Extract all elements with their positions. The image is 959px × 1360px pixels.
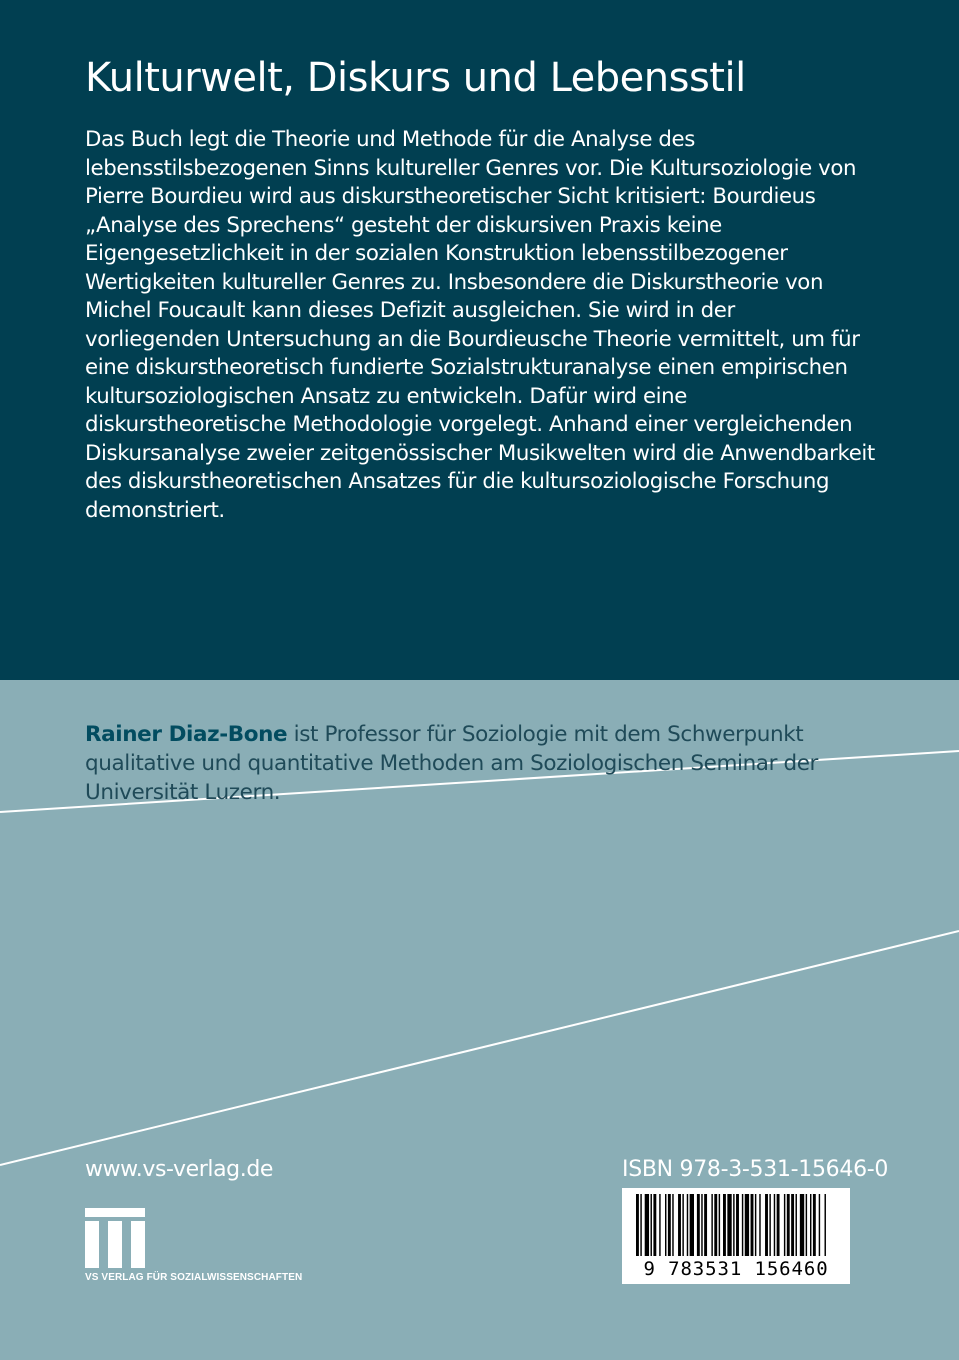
barcode-bar xyxy=(813,1194,816,1256)
publisher-url[interactable]: www.vs-verlag.de xyxy=(85,1157,274,1182)
publisher-logo-icon xyxy=(85,1208,145,1268)
barcode-bar xyxy=(714,1194,717,1256)
barcode-digits: 9 783531 156460 xyxy=(643,1258,829,1280)
barcode-bar xyxy=(668,1194,671,1256)
publisher-name: VS VERLAG FÜR SOZIALWISSENSCHAFTEN xyxy=(85,1272,303,1283)
barcode-bar xyxy=(727,1194,731,1256)
barcode-bar xyxy=(769,1194,770,1256)
barcode-bar xyxy=(819,1194,820,1256)
barcode-bar xyxy=(787,1194,790,1256)
author-name: Rainer Diaz-Bone xyxy=(85,722,288,747)
barcode-bar xyxy=(765,1194,768,1256)
barcode-bar xyxy=(723,1194,726,1256)
barcode-bar xyxy=(719,1194,720,1256)
barcode-bar xyxy=(751,1194,754,1256)
barcode-bar xyxy=(745,1194,749,1256)
barcode-bar xyxy=(796,1194,797,1256)
barcode-bar xyxy=(759,1194,760,1256)
barcode-bar xyxy=(682,1194,683,1256)
barcode-bar xyxy=(678,1194,681,1256)
book-description: Das Buch legt die Theorie und Methode für die Analyse des lebensstilsbezogenen Sinns kultureller Genres vor. Die Kultursoziologie von Pierre Bourdieu wird aus diskurstheoretischer Sicht kritisiert: Bourdieus „Analyse des Sprechens“ gesteht der diskursiven Praxis keine Eigengesetzlichkeit in der sozialen Konstruktion lebensstilbezogener Wertigkeiten kultureller Genres zu. Insbesondere die Diskurstheorie von Michel Foucault kann dieses Defizit ausgleichen. Sie wird in der vorliegenden Untersuchung an die Bourdieusche Theorie vermittelt, um für eine diskurstheoretisch fundierte Sozialstrukturanalyse einen empirischen kultursoziologischen Ansatz zu entwickeln. Dafür wird eine diskurstheoretische Methodologie vorgelegt. Anhand einer vergleichenden Diskursanalyse zweier zeitgenössischer Musikwelten wird die Anwendbarkeit des diskurstheoretischen Ansatzes für die kultursoziologische Forschung demonstriert. xyxy=(85,127,875,523)
barcode-bar xyxy=(665,1194,666,1256)
barcode-bar xyxy=(711,1194,712,1256)
author-bio xyxy=(85,720,885,807)
barcode-bar xyxy=(733,1194,734,1256)
barcode-bar xyxy=(701,1194,702,1256)
book-title: Kulturwelt, Diskurs und Lebensstil xyxy=(85,55,746,101)
barcode-bar xyxy=(659,1194,660,1256)
barcode-bar xyxy=(742,1194,743,1256)
barcode-bar xyxy=(687,1194,688,1256)
barcode-bar xyxy=(777,1194,780,1256)
diagonal-line-lower xyxy=(0,931,959,1165)
barcode-bar xyxy=(774,1194,775,1256)
barcode-bar xyxy=(704,1194,707,1256)
barcode-bar xyxy=(736,1194,739,1256)
barcode-bar xyxy=(672,1194,673,1256)
barcode-bar xyxy=(645,1194,649,1256)
barcode-bar xyxy=(791,1194,794,1256)
barcode-bar xyxy=(697,1194,700,1256)
barcode-bar xyxy=(810,1194,811,1256)
barcode-bar xyxy=(640,1194,641,1256)
barcode-bar xyxy=(825,1194,826,1256)
barcode-bar xyxy=(800,1194,804,1256)
barcode-bars xyxy=(622,1188,850,1258)
author-bio-text: ist Professor für Soziologie mit dem Schwerpunkt qualitative und quantitative Methoden am Soziologischen Seminar der Universität Luzern. xyxy=(85,722,818,805)
barcode-bar xyxy=(651,1194,652,1256)
barcode-bar xyxy=(806,1194,807,1256)
barcode-bar xyxy=(784,1194,785,1256)
barcode-bar xyxy=(755,1194,756,1256)
barcode-bar xyxy=(653,1194,656,1256)
barcode-bar xyxy=(690,1194,694,1256)
isbn-label: ISBN 978-3-531-15646-0 xyxy=(622,1157,889,1182)
barcode-bar xyxy=(636,1194,639,1256)
